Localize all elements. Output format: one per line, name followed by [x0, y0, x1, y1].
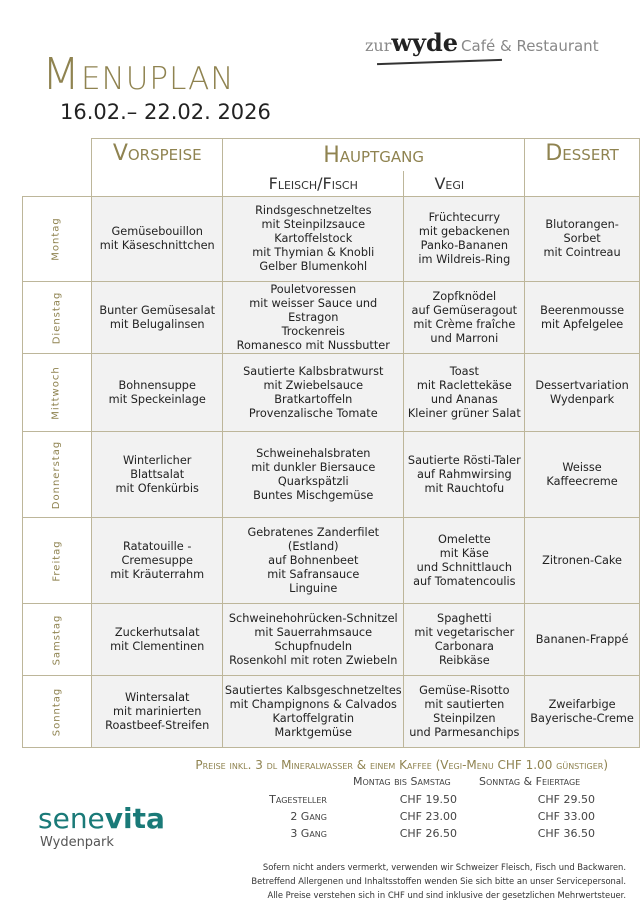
dessert-cell: [525, 518, 640, 604]
dish-line: Kartoffelgratin: [272, 711, 354, 725]
day-name: Sonntag: [51, 687, 63, 736]
vorspeise-cell: [92, 432, 223, 518]
dish-line: mit Sauerrahmsauce: [254, 625, 373, 639]
dish-line: auf Tomatencoulis: [413, 574, 516, 588]
dessert-cell: [525, 676, 640, 748]
dessert-cell: [525, 282, 640, 354]
fleisch-cell: [223, 432, 404, 518]
dish-line: mit Thymian & Knobli: [252, 246, 375, 259]
header-vegi: Vegi: [404, 171, 525, 197]
dish-line: Winterlicher: [122, 453, 192, 467]
dish-line: und Parmesanchips: [409, 725, 520, 739]
dish-line: Roastbeef-Streifen: [105, 718, 210, 732]
dish-line: Linguine: [289, 581, 338, 595]
dish-line: Buntes Mischgemüse: [253, 488, 374, 502]
dish-line: mit Ofenkürbis: [115, 481, 199, 495]
price-label: Tagesteller: [269, 793, 327, 806]
dish-line: Kaffeecreme: [546, 474, 618, 488]
dessert-cell: [525, 604, 640, 676]
dish-line: Kleiner grüner Salat: [407, 406, 521, 420]
fleisch-cell: [223, 676, 404, 748]
dish-line: Gebratenes Zanderfilet: [247, 525, 380, 539]
dish-line: Sautierte Kalbsbratwurst: [243, 364, 384, 378]
dish-line: Zweifarbige: [548, 697, 616, 711]
day-name: Samstag: [51, 614, 63, 665]
dish-line: mit Kräuterrahm: [110, 567, 205, 581]
vorspeise-cell: [92, 197, 223, 282]
price-sunday: CHF 33.00: [537, 810, 595, 823]
dish-line: Bohnensuppe: [118, 378, 196, 392]
vegi-cell: [404, 676, 525, 748]
dish-line: Blutorangen-: [545, 218, 619, 231]
dish-line: Gelber Blumenkohl: [259, 260, 368, 273]
dish-line: mit marinierten: [113, 704, 202, 718]
price-note: Preise inkl. 3 dl Mineralwasser & einem Kaffee (Vegi-Menu CHF 1.00 günstiger): [195, 758, 608, 772]
dish-line: Sautierte Rösti-Taler: [407, 453, 521, 467]
dish-line: Toast: [449, 364, 479, 378]
dish-line: Spaghetti: [437, 611, 492, 625]
dish-line: mit Käse: [439, 546, 489, 560]
dish-line: Ratatouille -: [123, 539, 192, 553]
brand-sene: sene: [38, 802, 105, 835]
day-label: [23, 676, 92, 748]
dish-line: Weisse: [562, 460, 602, 474]
day-label: [23, 518, 92, 604]
price-label: 2 Gang: [290, 810, 327, 823]
vorspeise-cell: [92, 282, 223, 354]
day-name: Mittwoch: [51, 365, 63, 420]
header-fleisch: Fleisch/Fisch: [223, 171, 404, 197]
dish-line: mit Crème fraîche: [413, 317, 516, 331]
vegi-cell: [404, 518, 525, 604]
dessert-cell: [525, 354, 640, 432]
footer-line: Betreffend Allergenen und Inhaltsstoffen wenden Sie sich bitte an unser Servicepersonal.: [251, 876, 626, 886]
day-row: [23, 604, 640, 676]
footer-notes: [251, 860, 626, 902]
dish-line: Dessertvariation: [535, 378, 629, 392]
price-sunday: CHF 29.50: [537, 793, 595, 806]
dish-line: Schweinehohrücken-Schnitzel: [228, 611, 398, 625]
day-row: [23, 676, 640, 748]
dish-line: mit gebackenen: [418, 225, 510, 238]
dish-line: Schweinehalsbraten: [256, 446, 371, 460]
day-row: [23, 432, 640, 518]
day-row: [23, 518, 640, 604]
brand-vita: vita: [104, 802, 165, 835]
corner-cell: [23, 139, 92, 197]
vegi-cell: [404, 354, 525, 432]
dish-line: mit Steinpilzsauce: [261, 218, 366, 231]
dish-line: Zopfknödel: [432, 289, 497, 303]
dish-line: auf Gemüseragout: [411, 303, 518, 317]
dish-line: mit Zwiebelsauce: [263, 378, 364, 392]
vegi-cell: [404, 432, 525, 518]
dish-line: Rindsgeschnetzeltes: [255, 204, 372, 217]
dish-line: mit weisser Sauce und Estragon: [249, 296, 378, 324]
day-label: [23, 197, 92, 282]
dish-line: mit Clementinen: [110, 639, 205, 653]
dish-line: Wintersalat: [124, 690, 190, 704]
day-name: Montag: [51, 217, 63, 261]
brand-location: Wydenpark: [40, 835, 114, 850]
col-weekday: Montag bis Samstag: [353, 775, 451, 788]
dish-line: mit Safransauce: [267, 567, 360, 581]
dish-line: Gemüse-Risotto: [419, 683, 510, 697]
dish-line: Kartoffelstock: [274, 232, 353, 245]
dish-line: (Estland): [287, 539, 339, 553]
dish-line: Omelette: [437, 532, 491, 546]
dish-line: Zitronen-Cake: [542, 553, 623, 567]
dish-line: Wydenpark: [549, 392, 615, 406]
date-range: 16.02.– 22.02. 2026: [60, 100, 271, 124]
day-row: [23, 354, 640, 432]
logo-subtitle: Café & Restaurant: [461, 37, 599, 55]
day-label: [23, 432, 92, 518]
page-title: Menuplan: [42, 49, 235, 100]
footer-line: Alle Preise verstehen sich in CHF und sind inklusive der gesetzlichen Mehrwertsteuer.: [267, 890, 626, 900]
dish-line: Sorbet: [563, 232, 601, 245]
price-weekday: CHF 23.00: [399, 810, 457, 823]
dish-line: Quarkspätzli: [277, 474, 349, 488]
dish-line: Marktgemüse: [274, 725, 352, 739]
dessert-cell: [525, 432, 640, 518]
vegi-cell: [404, 197, 525, 282]
dish-line: Bayerische-Creme: [530, 711, 634, 725]
dish-line: Bananen-Frappé: [535, 632, 629, 646]
dish-line: mit sautierten: [424, 697, 505, 711]
dish-line: auf Rahmwirsing: [416, 467, 512, 481]
dessert-cell: [525, 197, 640, 282]
dish-line: Sautiertes Kalbsgeschnetzeltes: [224, 683, 402, 697]
vorspeise-cell: [92, 518, 223, 604]
price-label: 3 Gang: [290, 827, 327, 840]
dish-line: mit vegetarischer: [414, 625, 515, 639]
dish-line: Steinpilzen: [433, 711, 496, 725]
dish-line: Rosenkohl mit roten Zwiebeln: [229, 653, 398, 667]
dish-line: und Ananas: [430, 392, 498, 406]
dish-line: im Wildreis-Ring: [418, 253, 511, 266]
header-vorspeise: Vorspeise: [92, 139, 223, 197]
dish-line: Früchtecurry: [428, 211, 501, 224]
dish-line: Beerenmousse: [540, 303, 625, 317]
day-name: Donnerstag: [51, 440, 63, 509]
logo-wyde: wyde: [391, 28, 459, 57]
dish-line: Reibkäse: [438, 653, 490, 667]
dish-line: Provenzalische Tomate: [248, 406, 378, 420]
fleisch-cell: [223, 354, 404, 432]
vorspeise-cell: [92, 604, 223, 676]
day-name: Dienstag: [51, 291, 63, 344]
branch-decoration-icon: [377, 59, 502, 65]
dish-line: Pouletvoressen: [270, 282, 357, 296]
dish-line: Trockenreis: [281, 324, 345, 338]
senevita-logo: [38, 802, 165, 835]
day-row: [23, 282, 640, 354]
dish-line: Gemüsebouillon: [111, 225, 203, 238]
dish-line: und Marroni: [430, 331, 499, 345]
day-name: Freitag: [51, 539, 63, 582]
dish-line: mit Speckeinlage: [108, 392, 206, 406]
dish-line: und Schnittlauch: [416, 560, 513, 574]
vegi-cell: [404, 604, 525, 676]
dish-line: mit Champignons & Calvados: [229, 697, 397, 711]
fleisch-cell: [223, 518, 404, 604]
restaurant-logo: [365, 28, 605, 73]
dish-line: mit Käseschnittchen: [99, 239, 215, 252]
price-weekday: CHF 26.50: [399, 827, 457, 840]
dish-line: Schupfnudeln: [274, 639, 353, 653]
dish-line: mit Rauchtofu: [424, 481, 505, 495]
day-row: [23, 197, 640, 282]
dish-line: mit Belugalinsen: [109, 317, 205, 331]
dish-line: Cremesuppe: [121, 553, 193, 567]
dish-line: mit Raclettekäse: [416, 378, 512, 392]
vorspeise-cell: [92, 676, 223, 748]
logo-zur: zur: [365, 36, 392, 55]
price-weekday: CHF 19.50: [399, 793, 457, 806]
day-label: [23, 282, 92, 354]
dish-line: mit Cointreau: [543, 246, 621, 259]
day-label: [23, 604, 92, 676]
dish-line: Panko-Bananen: [420, 239, 508, 252]
vegi-cell: [404, 282, 525, 354]
fleisch-cell: [223, 604, 404, 676]
header-hauptgang: Hauptgang: [223, 139, 525, 172]
fleisch-cell: [223, 282, 404, 354]
col-sunday: Sonntag & Feiertage: [479, 775, 581, 788]
menu-table: [22, 138, 640, 748]
dish-line: mit dunkler Biersauce: [251, 460, 376, 474]
dish-line: Carbonara: [434, 639, 494, 653]
dish-line: Bratkartoffeln: [274, 392, 353, 406]
header-dessert: Dessert: [525, 139, 640, 197]
dish-line: Romanesco mit Nussbutter: [236, 338, 390, 352]
dish-line: auf Bohnenbeet: [268, 553, 359, 567]
dish-line: Bunter Gemüsesalat: [99, 303, 216, 317]
dish-line: Zuckerhutsalat: [114, 625, 200, 639]
fleisch-cell: [223, 197, 404, 282]
day-label: [23, 354, 92, 432]
dish-line: Blattsalat: [130, 467, 185, 481]
footer-line: Sofern nicht anders vermerkt, verwenden wir Schweizer Fleisch, Fisch und Backwaren.: [262, 862, 626, 872]
vorspeise-cell: [92, 354, 223, 432]
dish-line: mit Apfelgelee: [540, 317, 624, 331]
price-sunday: CHF 36.50: [537, 827, 595, 840]
